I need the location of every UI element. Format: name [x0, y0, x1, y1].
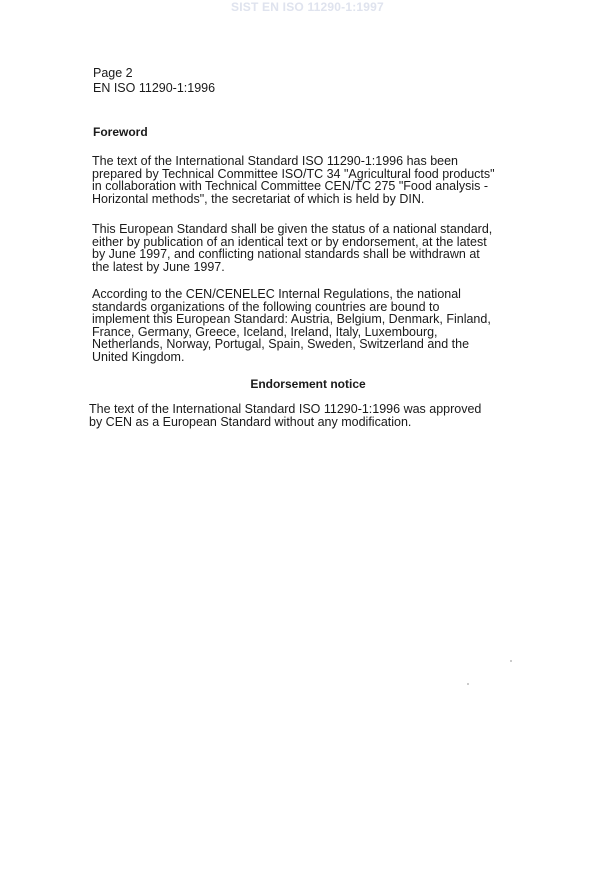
watermark: SIST EN ISO 11290-1:1997 — [231, 0, 384, 14]
endorsement-paragraph: The text of the International Standard ISO 11290-1:1996 was approved by CEN as a European Standard without any modification. — [89, 402, 482, 429]
endorsement-heading: Endorsement notice — [250, 377, 366, 391]
foreword-heading: Foreword — [93, 125, 148, 139]
scan-speck — [467, 683, 469, 685]
scan-speck — [510, 660, 512, 662]
foreword-paragraph-3: According to the CEN/CENELEC Internal Regulations, the national standards organizations of the following countries are bound to implement this European Standard: Austria, Belgium, Denmark, Finland, France, Germany, Greece, Iceland, Ireland, Italy, Luxembourg, Netherlands, Norway, Portugal, Spain, Sweden, Switzerland and the United Kingdom. — [92, 287, 491, 364]
page-number: Page 2 — [93, 66, 133, 80]
foreword-paragraph-2: This European Standard shall be given the status of a national standard, either by publication of an identical text or by endorsement, at the latest by June 1997, and conflicting national standards shall be withdrawn at the latest by June 1997. — [92, 222, 493, 274]
document-id: EN ISO 11290-1:1996 — [93, 81, 216, 95]
foreword-paragraph-1: The text of the International Standard ISO 11290-1:1996 has been prepared by Technical Committee ISO/TC 34 "Agricultural food products" in collaboration with Technical Committee CEN/TC 275 "Food analysis - Horizontal methods", the secretariat of which is held by DIN. — [92, 154, 495, 206]
document-page — [89, 66, 523, 429]
